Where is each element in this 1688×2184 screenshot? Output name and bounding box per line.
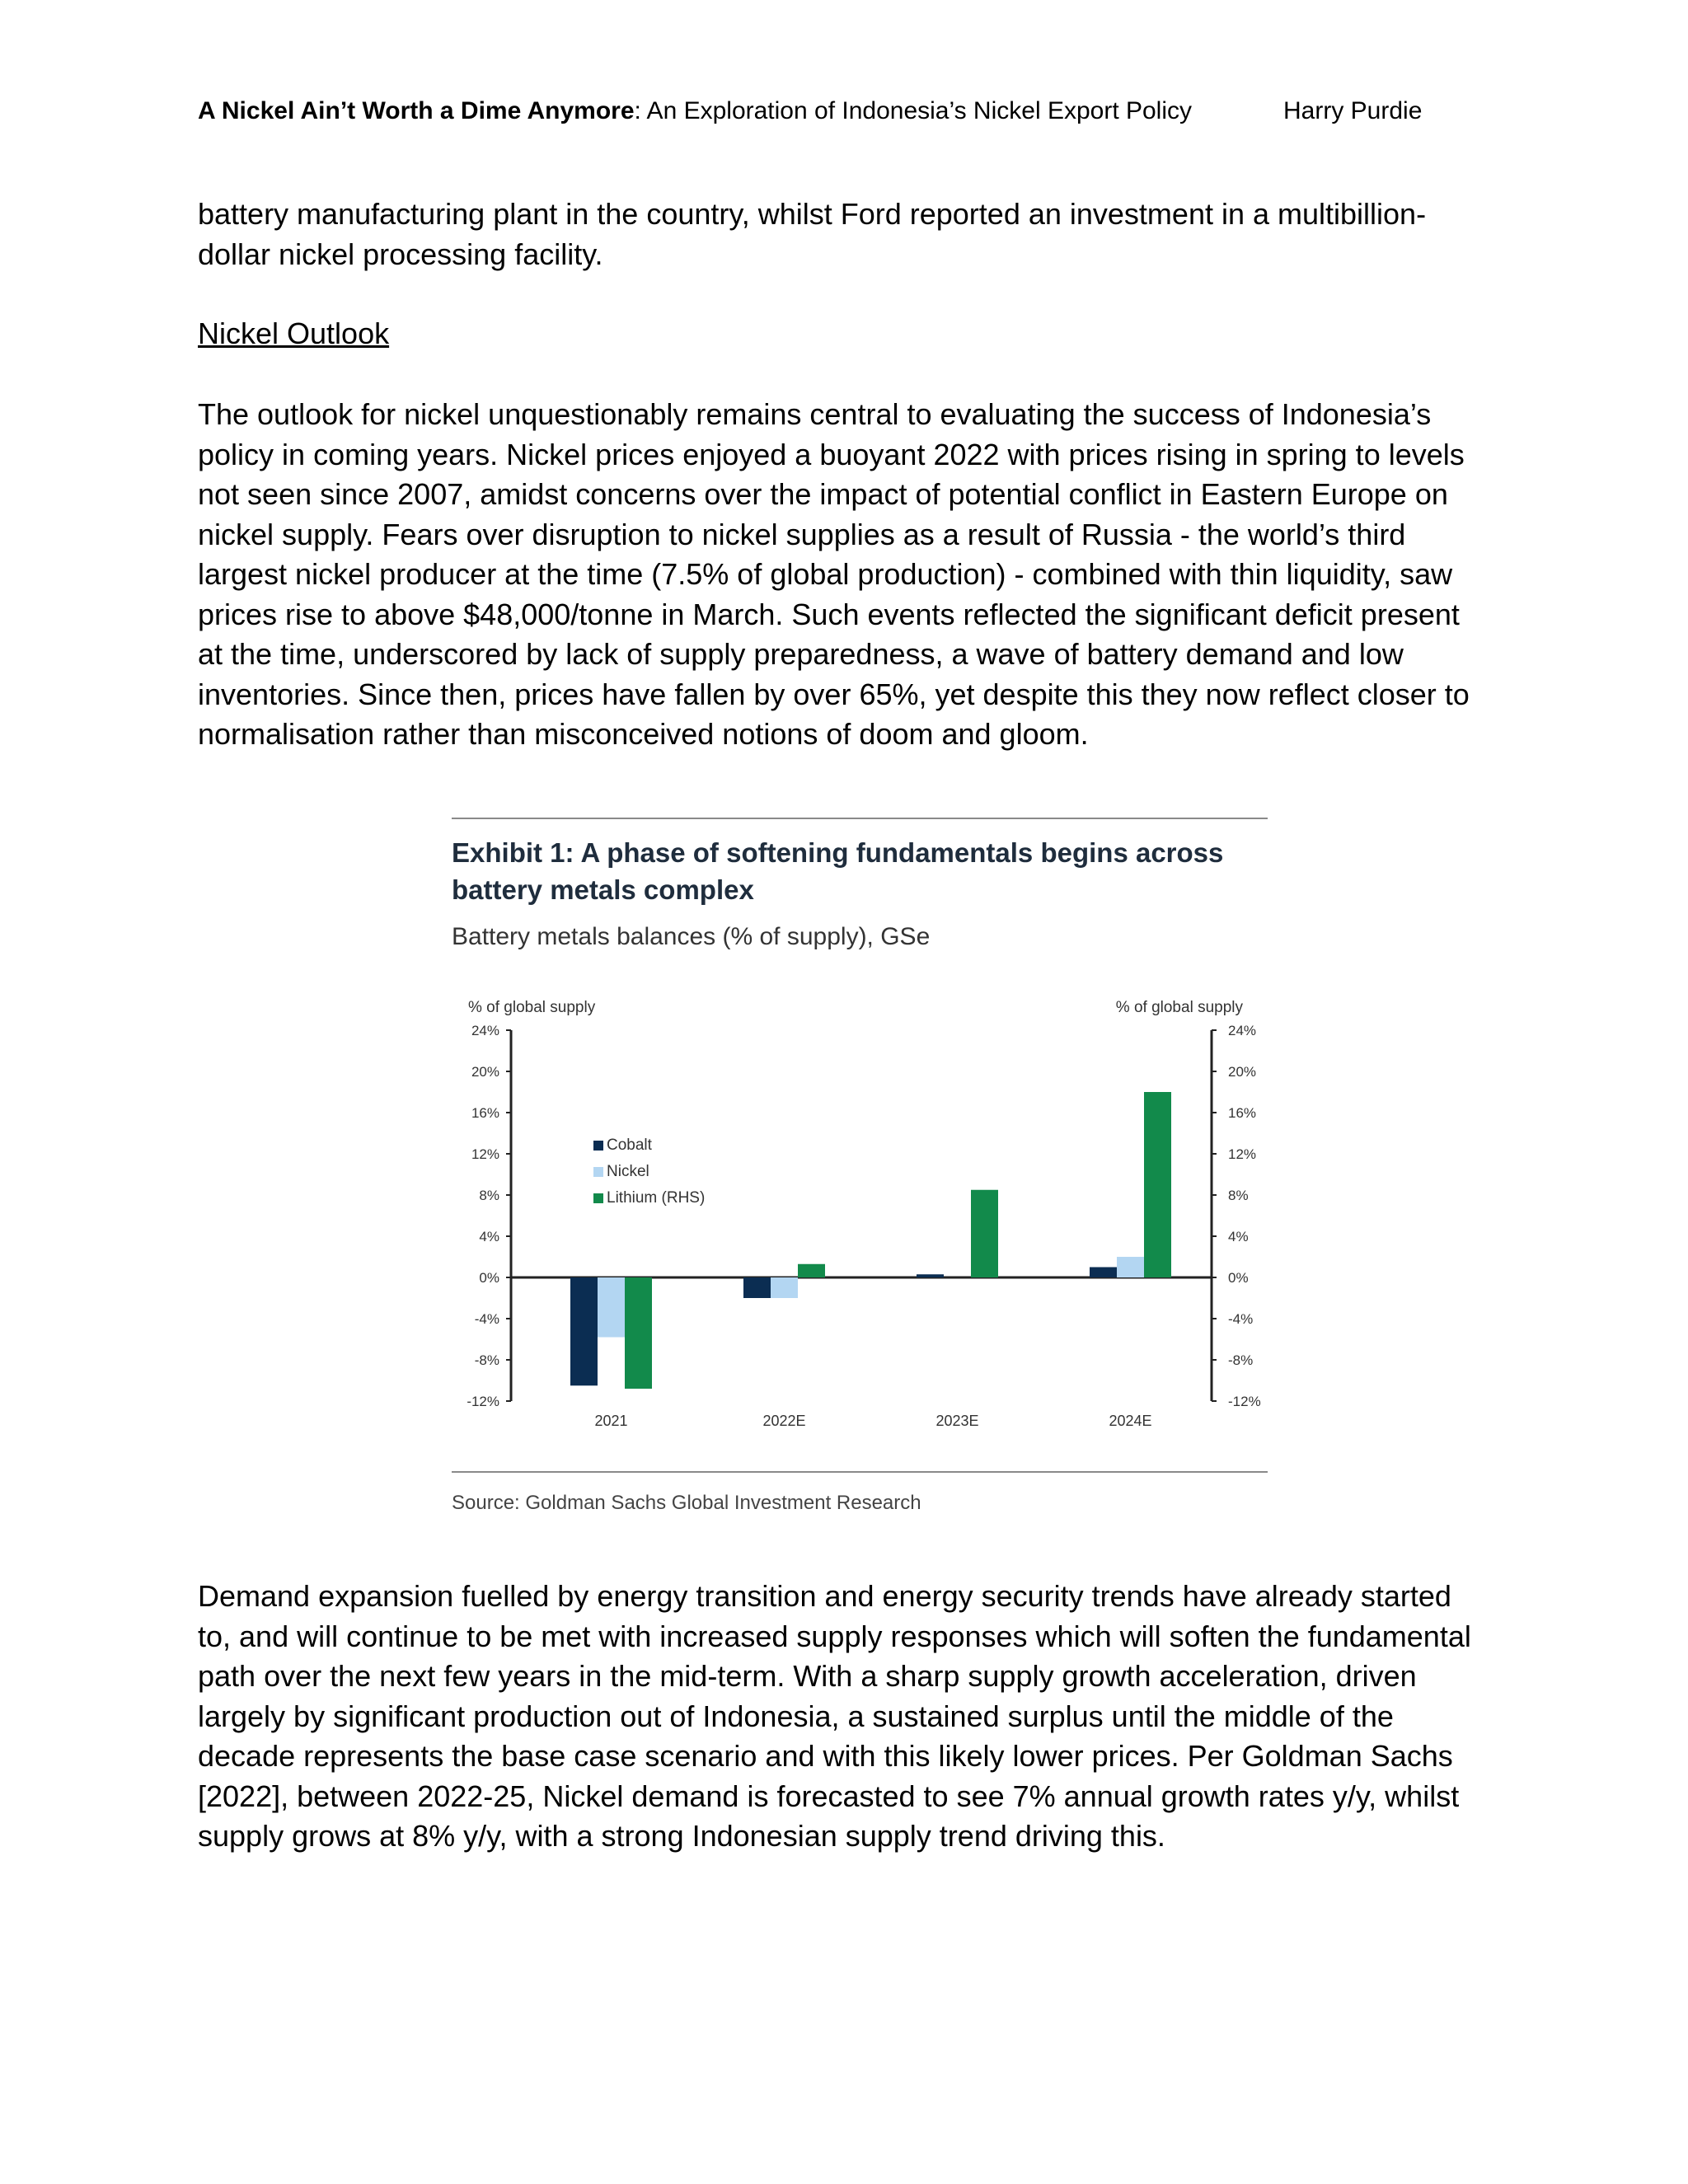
chart-legend	[593, 1137, 705, 1207]
paragraph-1: battery manufacturing plant in the country, whilst Ford reported an investment in a multibillion-dollar nickel processing facility.	[198, 197, 1427, 271]
left-tick-label: 20%	[471, 1064, 499, 1080]
left-tick-label: 0%	[479, 1270, 499, 1286]
exhibit-top-rule	[452, 818, 1268, 819]
bar-nickel-2021	[598, 1277, 625, 1338]
right-tick-label: -4%	[1228, 1311, 1254, 1327]
left-tick-label: 16%	[471, 1105, 499, 1121]
header-title-bold: A Nickel Ain’t Worth a Dime Anymore	[198, 97, 635, 124]
exhibit-bottom-rule	[452, 1471, 1268, 1473]
legend-swatch	[593, 1193, 603, 1203]
legend-label: Cobalt	[607, 1137, 652, 1154]
bar-lithium-2023e	[971, 1190, 998, 1277]
right-tick-label: 0%	[1228, 1270, 1249, 1286]
bar-lithium-2022e	[798, 1264, 825, 1277]
x-tick-label: 2022E	[762, 1413, 806, 1429]
right-tick-label: -12%	[1228, 1394, 1261, 1409]
legend-swatch	[593, 1167, 603, 1177]
right-tick-label: 16%	[1228, 1105, 1257, 1121]
bar-nickel-2022e	[771, 1277, 798, 1298]
exhibit-source: Source: Goldman Sachs Global Investment Research	[452, 1492, 921, 1514]
right-tick-label: 12%	[1228, 1146, 1257, 1162]
bar-lithium-2021	[625, 1277, 652, 1389]
bar-cobalt-2024e	[1090, 1268, 1117, 1278]
paragraph-2: The outlook for nickel unquestionably remains central to evaluating the success of Indonesia’s policy in coming years. Nickel prices enjoyed a buoyant 2022 with prices rising in spring to levels not seen since 2007, amidst concerns over the impact of potential conflict in Eastern Europe on nickel supply. Fears over disruption to nickel supplies as a result of Russia - the world’s third largest nickel producer at the time (7.5% of global production) - combined with thin liquidity, saw prices rise to above $48,000/tonne in March. Such events reflected the significant deficit present at the time, underscored by lack of supply preparedness, a wave of battery demand and low inventories. Since then, prices have fallen by over 65%, yet despite this they now reflect closer to normalisation rather than misconceived notions of doom and gloom.	[198, 397, 1470, 751]
right-tick-label: 20%	[1228, 1064, 1257, 1080]
x-tick-label: 2021	[594, 1413, 628, 1429]
exhibit-title: Exhibit 1: A phase of softening fundamentals begins across battery metals complex	[452, 837, 1224, 905]
section-heading: Nickel Outlook	[198, 316, 390, 350]
left-tick-label: 24%	[471, 1023, 499, 1038]
y-axis-label-right: % of global supply	[1115, 999, 1243, 1016]
left-tick-label: -4%	[474, 1311, 499, 1327]
right-tick-label: -8%	[1228, 1352, 1254, 1368]
bar-lithium-2024e	[1144, 1092, 1171, 1277]
bar-cobalt-2021	[570, 1277, 598, 1385]
paragraph-3: Demand expansion fuelled by energy transition and energy security trends have already started to, and will continue to be met with increased supply responses which will soften the fundamental path over the next few years in the mid-term. With a sharp supply growth acceleration, driven largely by significant production out of Indonesia, a sustained surplus until the middle of the decade represents the base case scenario and with this likely lower prices. Per Goldman Sachs [2022], between 2022-25, Nickel demand is forecasted to see 7% annual growth rates y/y, whilst supply grows at 8% y/y, with a strong Indonesian supply trend driving this.	[198, 1579, 1471, 1853]
bar-cobalt-2022e	[743, 1277, 771, 1298]
header-title-rest: : An Exploration of Indonesia’s Nickel Export Policy	[634, 97, 1193, 124]
x-tick-label: 2023E	[935, 1413, 979, 1429]
left-tick-label: 12%	[471, 1146, 499, 1162]
bar-cobalt-2023e	[917, 1274, 944, 1277]
x-tick-label: 2024E	[1109, 1413, 1152, 1429]
y-axis-label-left: % of global supply	[468, 999, 596, 1016]
right-axis	[1212, 1023, 1261, 1409]
exhibit-figure	[445, 816, 1269, 1525]
right-tick-label: 24%	[1228, 1023, 1257, 1038]
header-author: Harry Purdie	[1283, 97, 1423, 124]
left-tick-label: -12%	[467, 1394, 499, 1409]
left-tick-label: 8%	[479, 1188, 499, 1203]
bar-nickel-2024e	[1117, 1257, 1144, 1277]
left-axis	[467, 1023, 511, 1409]
bar-chart	[445, 989, 1269, 1451]
right-tick-label: 8%	[1228, 1188, 1249, 1203]
page-header	[198, 97, 1434, 125]
legend-swatch	[593, 1141, 603, 1151]
legend-label: Lithium (RHS)	[607, 1189, 706, 1207]
right-tick-label: 4%	[1228, 1229, 1249, 1244]
left-tick-label: -8%	[474, 1352, 499, 1368]
left-tick-label: 4%	[479, 1229, 499, 1244]
x-axis-labels	[594, 1413, 1151, 1429]
exhibit-subtitle: Battery metals balances (% of supply), GSe	[452, 923, 931, 950]
legend-label: Nickel	[607, 1163, 649, 1180]
